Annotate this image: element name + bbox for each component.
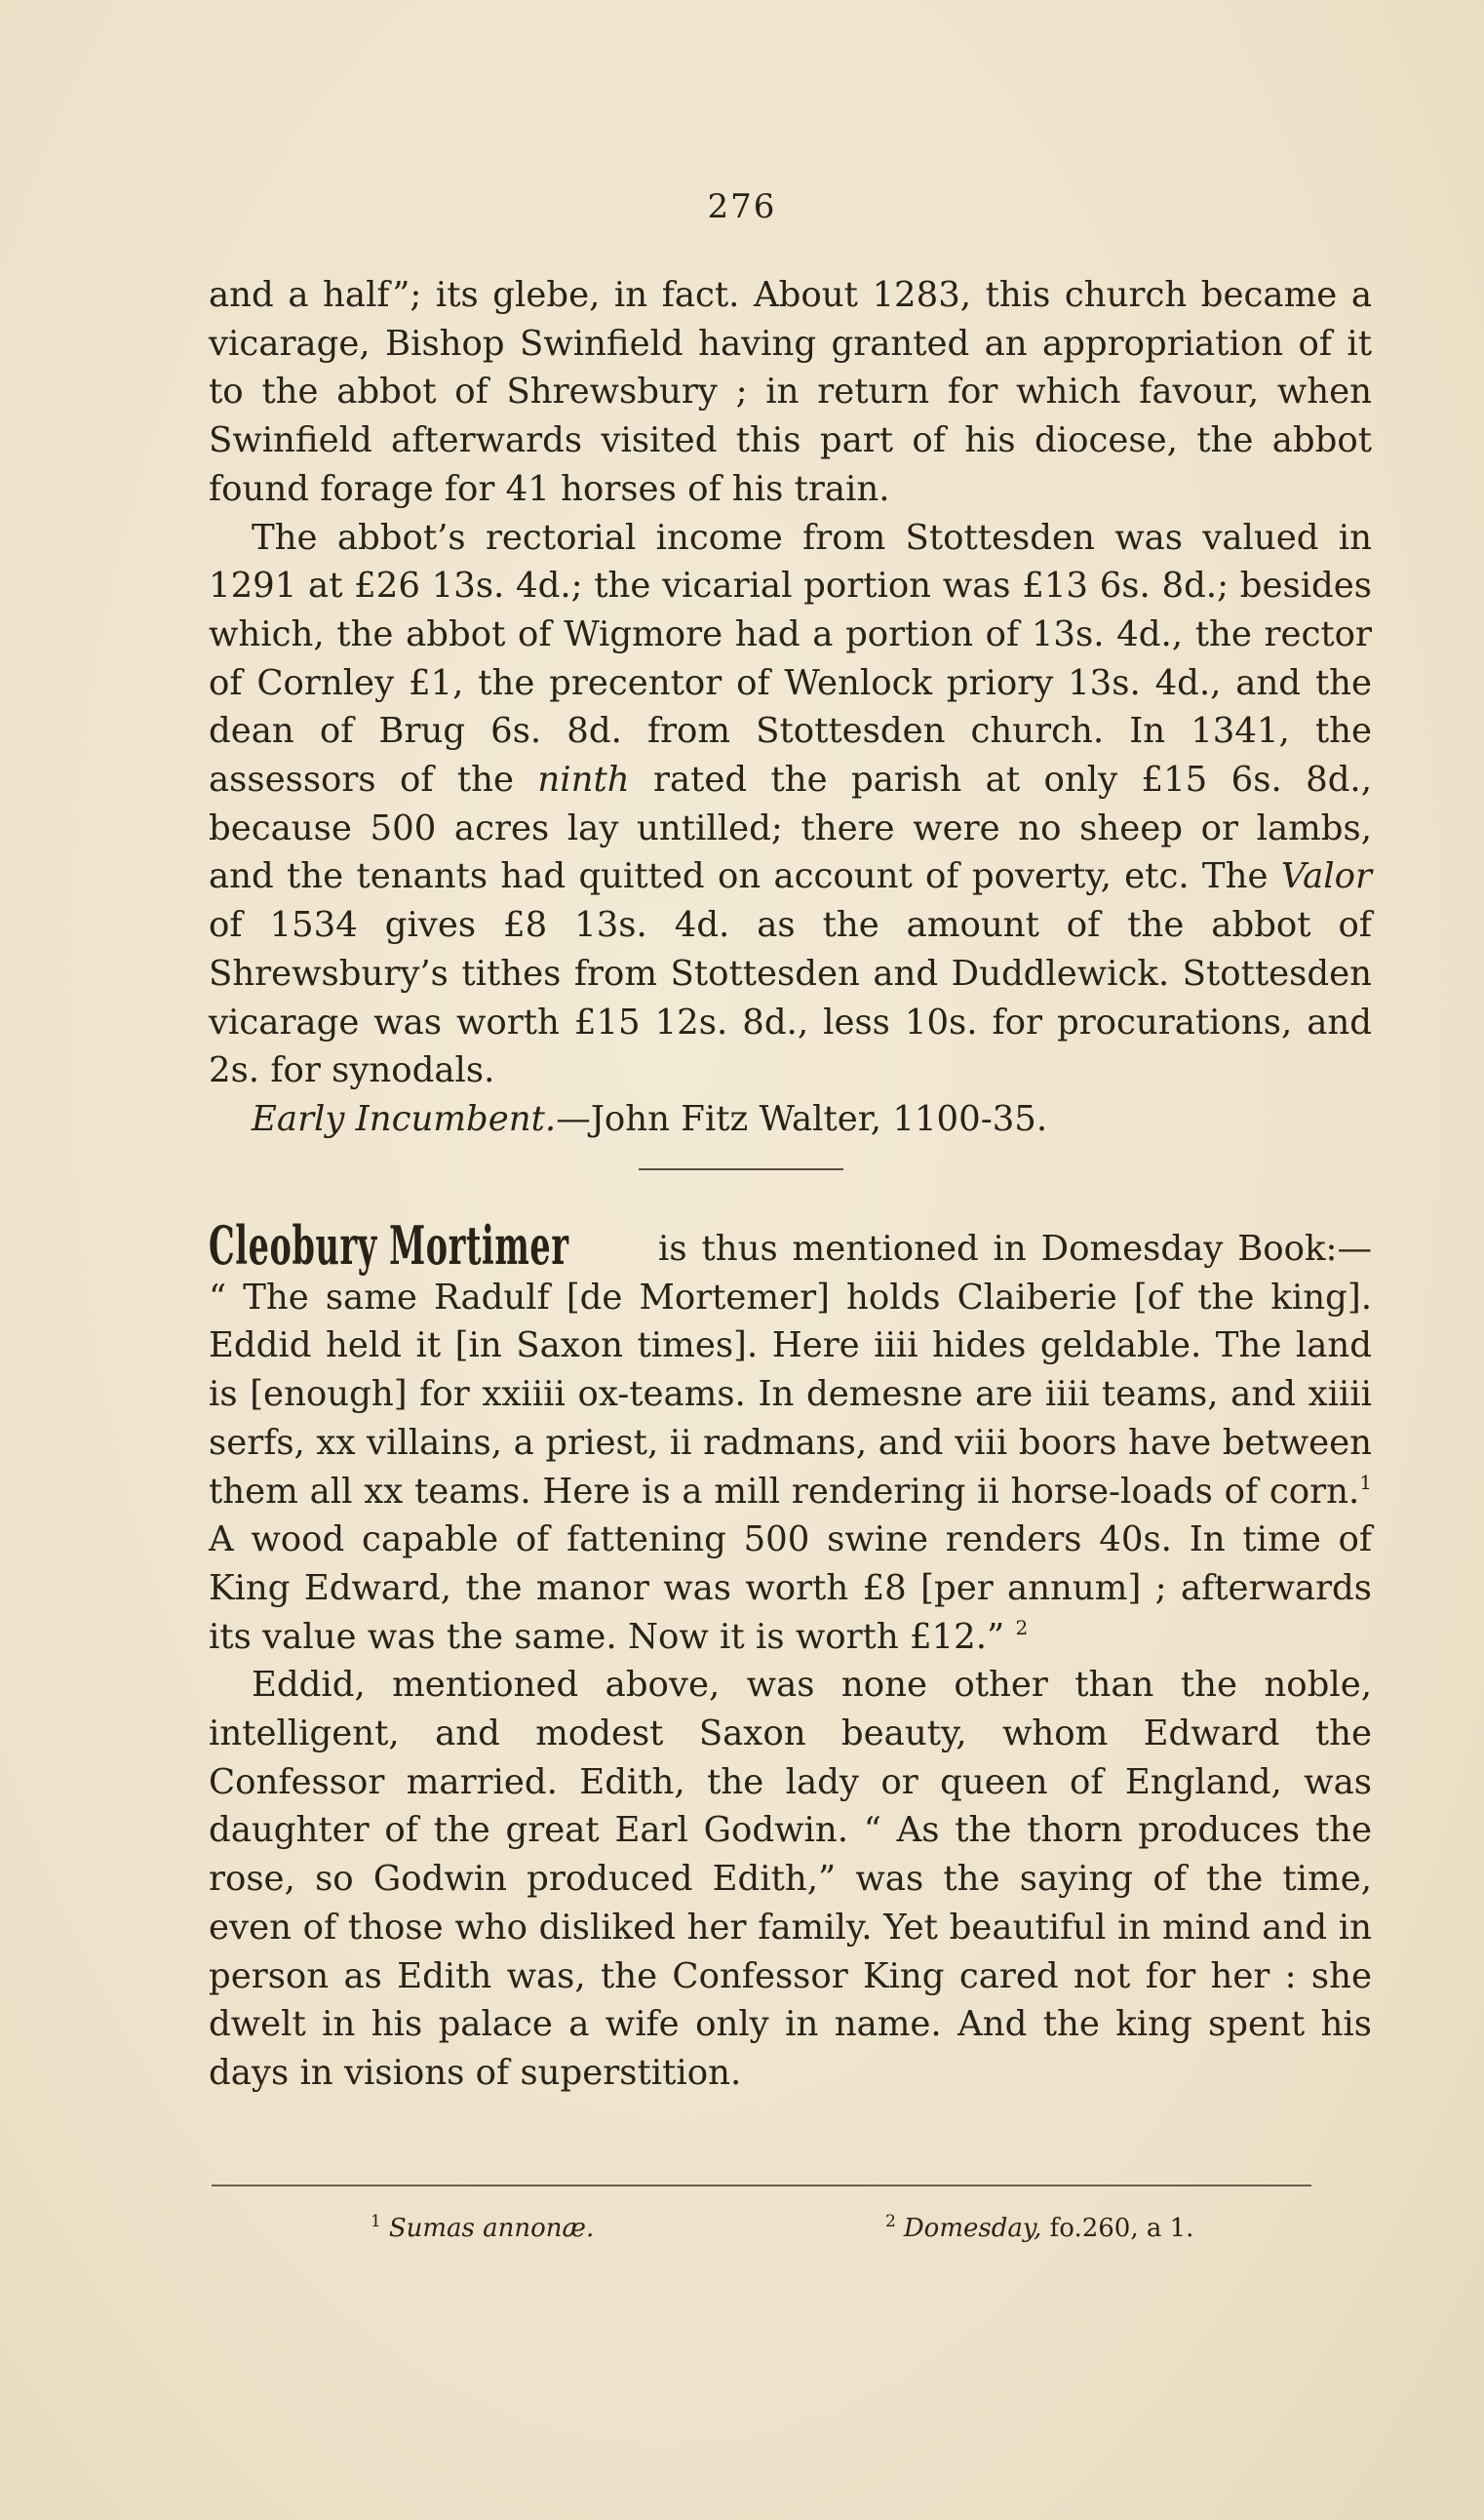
italic-term-valor: Valor <box>1280 856 1372 897</box>
text-run: A wood capable of fattening 500 swine renders 40s. In time of King Edward, the manor was worth £8 [per annum] ; afterwards its value was the same. Now it is worth £12.” <box>209 1519 1372 1657</box>
text-block-cleobury <box>209 1214 1372 2098</box>
text-run: is thus mentioned in Domesday Book:— “ The same Radulf [de Mortemer] holds Claiberie [of the king]. Eddid held it [in Saxon times]. Here iiii hides geldable. The land is [enough] for xxiiii ox-teams. In demesne are iiii teams, and xiiii serfs, xx villains, a priest, ii radmans, and viii boors have between them all xx teams. Here is a mill rendering ii horse-loads of corn. <box>209 1229 1372 1512</box>
footnote-ref-1[interactable]: 1 <box>1359 1470 1372 1494</box>
early-incumbent-text: —John Fitz Walter, 1100-35. <box>556 1098 1048 1139</box>
text-block-stottesden <box>209 271 1372 1144</box>
paragraph-early-incumbent <box>209 1095 1372 1144</box>
section-heading-cleobury-mortimer: Cleobury Mortimer <box>209 1214 569 1277</box>
footnote-text: Sumas annonæ. <box>388 2214 595 2243</box>
section-divider <box>639 1168 843 1170</box>
footnote-2 <box>885 2212 1193 2243</box>
footnote-rule <box>212 2185 1311 2186</box>
footnote-ref-2[interactable]: 2 <box>1015 1615 1029 1639</box>
footnote-mark: 1 <box>371 2212 381 2231</box>
paragraph-domesday <box>209 1214 1372 1661</box>
footnote-text: Domesday, <box>903 2214 1042 2243</box>
text-run: rated the parish at only £15 6s. 8d., because 500 acres lay untilled; there were no sheep or lambs, and the tenants had quitted on account of poverty, etc. The <box>209 760 1372 897</box>
paragraph-rectorial-income <box>209 514 1372 1095</box>
italic-term-ninth: ninth <box>537 760 630 801</box>
early-incumbent-label: Early Incumbent. <box>252 1098 557 1139</box>
paragraph-eddid: Eddid, mentioned above, was none other than the noble, intelligent, and modest Saxon beauty, whom Edward the Confessor married. Edith, the lady or queen of England, was daughter of the great Earl Godwin. “ As the thorn produces the rose, so Godwin produced Edith,” was the saying of the time, even of those who disliked her family. Yet beautiful in mind and in person as Edith was, the Confessor King cared not for her : she dwelt in his palace a wife only in name. And the king spent his days in visions of superstition. <box>209 1665 1372 2093</box>
footnote-reference: fo.260, a 1. <box>1041 2214 1194 2243</box>
paragraph-glebe: and a half”; its glebe, in fact. About 1283, this church became a vicarage, Bishop Swinfield having granted an appropriation of it to the abbot of Shrewsbury ; in return for which favour, when Swinfield afterwards visited this part of his diocese, the abbot found forage for 41 horses of his train. <box>209 275 1372 509</box>
footnote-1 <box>371 2212 594 2243</box>
footnote-mark: 2 <box>885 2212 896 2231</box>
page-number: 276 <box>707 187 777 226</box>
text-run: of 1534 gives £8 13s. 4d. as the amount of the abbot of Shrewsbury’s tithes from Stottesden and Duddlewick. Stottesden vicarage was worth £15 12s. 8d., less 10s. for procurations, and 2s. for synodals. <box>209 905 1372 1091</box>
text-run: The abbot’s rectorial income from Stottesden was valued in 1291 at £26 13s. 4d.; the vicarial portion was £13 6s. 8d.; besides which, the abbot of Wigmore had a portion of 13s. 4d., the rector of Cornley £1, the precentor of Wenlock priory 13s. 4d., and the dean of Brug 6s. 8d. from Stottesden church. In 1341, the assessors of the <box>209 517 1372 801</box>
